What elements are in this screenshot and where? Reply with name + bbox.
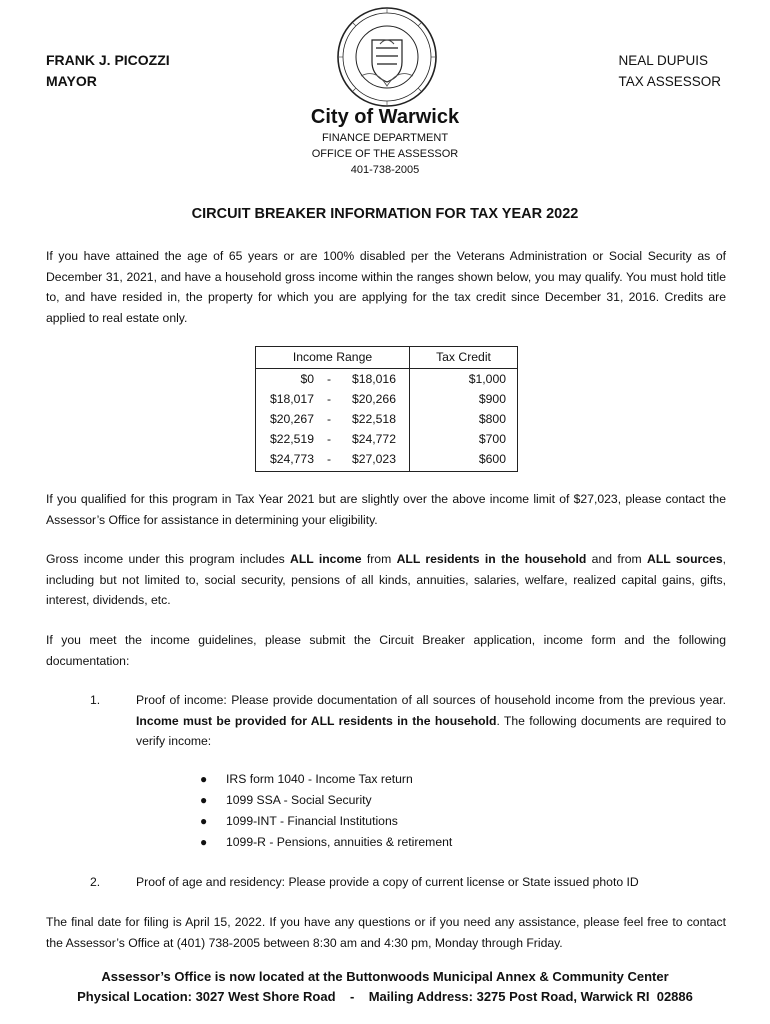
income-range-row — [256, 409, 409, 429]
intro-paragraph: If you have attained the age of 65 years or are 100% disabled per the Veterans Administration or Social Security as of December 31, 2021, and have a household gross income within the ranges shown below, you may qualify. You must hold title to, and have resided in, the property for which you are applying for the tax credit since December 31, 2016. Credits are applied to real estate only. — [46, 249, 726, 325]
mayor-title: MAYOR — [46, 73, 97, 89]
income-low: $24,773 — [269, 452, 314, 466]
tax-credit-value: $900 — [478, 392, 506, 406]
tax-credit-row — [410, 449, 517, 469]
footer — [0, 967, 770, 1007]
tax-credit-row — [410, 409, 517, 429]
city-header — [0, 104, 770, 178]
footer-line-2: Physical Location: 3027 West Shore Road - Mailing Address: 3275 Post Road, Warwick RI 02886 — [77, 989, 693, 1004]
income-range-row — [256, 389, 409, 409]
bullet-icon: ● — [200, 793, 208, 807]
income-high: $22,518 — [351, 412, 396, 426]
bullet-icon: ● — [200, 835, 208, 849]
range-separator: - — [326, 412, 332, 426]
bullet-icon: ● — [200, 772, 208, 786]
tax-credit-value: $700 — [478, 432, 506, 446]
item-1-bold: Income must be provided for ALL residents in the household — [136, 713, 497, 728]
income-high: $27,023 — [351, 452, 396, 466]
over-limit-paragraph: If you qualified for this program in Tax Year 2021 but are slightly over the above income limit of $27,023, please contact the Assessor’s Office for assistance in determining your eligibility. — [46, 492, 726, 527]
income-range-row — [256, 369, 409, 389]
city-name: City of Warwick — [310, 106, 460, 128]
mayor-name: FRANK J. PICOZZI — [46, 52, 170, 68]
income-low: $18,017 — [269, 392, 314, 406]
document-bullet-list — [200, 769, 452, 853]
income-low: $22,519 — [269, 432, 314, 446]
department: FINANCE DEPARTMENT — [321, 132, 449, 144]
bullet-text: 1099-INT - Financial Institutions — [226, 814, 398, 828]
document-title: CIRCUIT BREAKER INFORMATION FOR TAX YEAR 2022 — [191, 206, 579, 222]
bullet-item — [200, 769, 452, 790]
income-low: $0 — [300, 372, 314, 386]
tax-credit-row — [410, 429, 517, 449]
office: OFFICE OF THE ASSESSOR — [311, 148, 459, 160]
tax-credit-value: $1,000 — [468, 372, 506, 386]
gross-text-3: and from — [586, 552, 648, 566]
bullet-text: IRS form 1040 - Income Tax return — [226, 772, 413, 786]
gross-bold-3: ALL sources — [647, 552, 723, 566]
city-seal-icon — [336, 6, 438, 108]
range-separator: - — [326, 452, 332, 466]
range-separator: - — [326, 392, 332, 406]
income-range-column — [256, 347, 410, 471]
bullet-item — [200, 832, 452, 853]
assessor-block — [618, 50, 721, 92]
phone: 401-738-2005 — [350, 164, 420, 176]
gross-bold-1: ALL income — [290, 552, 362, 566]
gross-bold-2: ALL residents in the household — [396, 552, 587, 566]
tax-credit-header: Tax Credit — [410, 347, 517, 369]
bullet-text: 1099-R - Pensions, annuities & retirement — [226, 835, 453, 849]
assessor-name: NEAL DUPUIS — [618, 53, 708, 68]
tax-credit-column — [410, 347, 517, 471]
gross-text-2: from — [361, 552, 397, 566]
range-separator: - — [326, 432, 332, 446]
assessor-title: TAX ASSESSOR — [618, 74, 721, 89]
income-range-header: Income Range — [256, 347, 409, 369]
item-1-number: 1. — [90, 693, 101, 707]
gross-text-1: Gross income under this program includes — [46, 552, 291, 566]
income-range-row — [256, 429, 409, 449]
income-range-row — [256, 449, 409, 469]
income-high: $18,016 — [351, 372, 396, 386]
tax-credit-row — [410, 369, 517, 389]
bullet-icon: ● — [200, 814, 208, 828]
gross-text-4: , including but not limited to, social security, pensions of all kinds, annuities, salaries, welfare, realized capital gains, gifts, interest, dividends, etc. — [46, 552, 726, 607]
item-1-text-2: . The following documents are required to verify income: — [136, 713, 726, 748]
income-credit-table — [255, 346, 518, 472]
income-low: $20,267 — [269, 412, 314, 426]
income-high: $24,772 — [351, 432, 396, 446]
gross-income-paragraph — [46, 549, 726, 611]
tax-credit-row — [410, 389, 517, 409]
income-high: $20,266 — [351, 392, 396, 406]
footer-line-1: Assessor’s Office is now located at the Buttonwoods Municipal Annex & Community Center — [101, 969, 669, 984]
bullet-text: 1099 SSA - Social Security — [226, 793, 372, 807]
bullet-item — [200, 811, 452, 832]
item-2-text: Proof of age and residency: Please provide a copy of current license or State issued photo ID — [136, 875, 639, 889]
tax-credit-value: $800 — [478, 412, 506, 426]
mayor-block — [46, 50, 170, 92]
item-1-text — [136, 690, 726, 752]
range-separator: - — [326, 372, 332, 386]
final-paragraph: The final date for filing is April 15, 2022. If you have any questions or if you need any assistance, please feel free to contact the Assessor’s Office at (401) 738-2005 between 8:30 am and 4:30 pm, Monday through Friday. — [46, 915, 726, 950]
item-2-number: 2. — [90, 875, 101, 889]
tax-credit-value: $600 — [478, 452, 506, 466]
submit-paragraph: If you meet the income guidelines, please submit the Circuit Breaker application, income form and the following documentation: — [46, 633, 726, 668]
bullet-item — [200, 790, 452, 811]
item-1-text-1: Proof of income: Please provide documentation of all sources of household income from the previous year. — [136, 693, 726, 707]
